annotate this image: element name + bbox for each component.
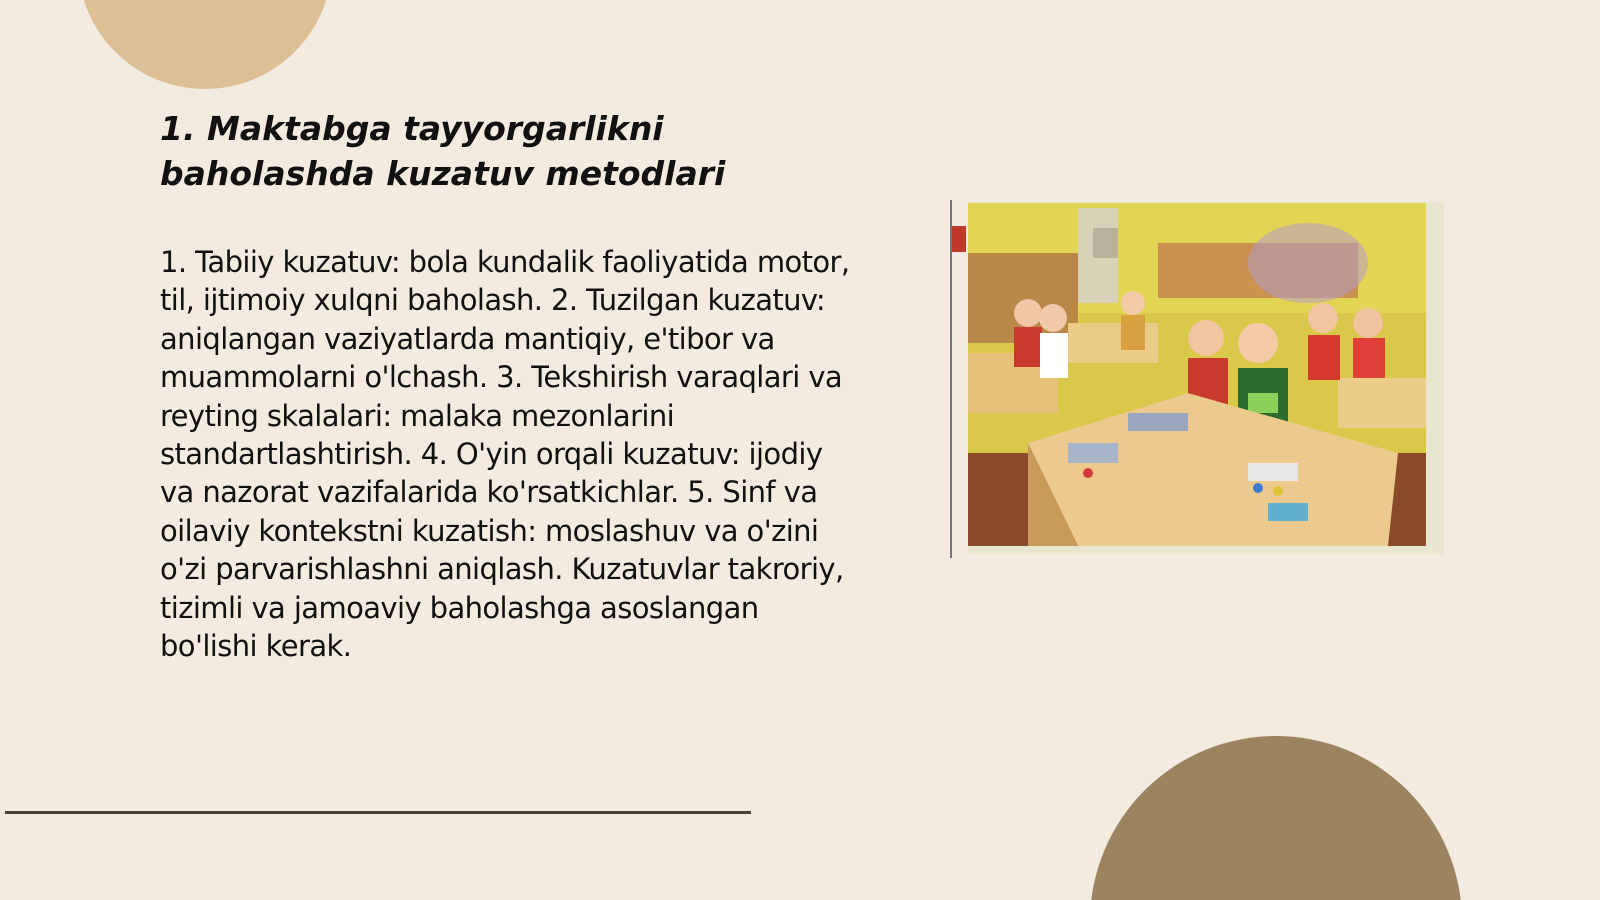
divider-line bbox=[5, 811, 751, 814]
decorative-circle-top bbox=[78, 0, 332, 89]
classroom-photo bbox=[968, 203, 1426, 546]
frame-line bbox=[950, 200, 952, 558]
slide-body-text: 1. Tabiiy kuzatuv: bola kundalik faoliyatida motor, til, ijtimoiy xulqni baholash. 2. Tuzilgan kuzatuv: aniqlangan vaziyatlarda mantiqiy, e'tibor va muammolarni o'lchash. 3. Tekshirish varaqlari va reyting skalalari: malaka mezonlarini standartlashtirish. 4. O'yin orqali kuzatuv: ijodiy va nazorat vazifalarida ko'rsatkichlar. 5. Sinf va oilaviy kontekstni kuzatish: moslashuv va o'zini o'zi parvarishlashni aniqlash. Kuzatuvlar takroriy, tizimli va jamoaviy baholashga asoslangan bo'lishi kerak. bbox=[160, 245, 850, 664]
slide-title: 1. Maktabga tayyorgarlikni baholashda kuzatuv metodlari bbox=[160, 109, 726, 193]
decorative-circle-bottom bbox=[1090, 736, 1462, 900]
frame-accent bbox=[952, 226, 966, 252]
photo-frame bbox=[950, 200, 1450, 560]
